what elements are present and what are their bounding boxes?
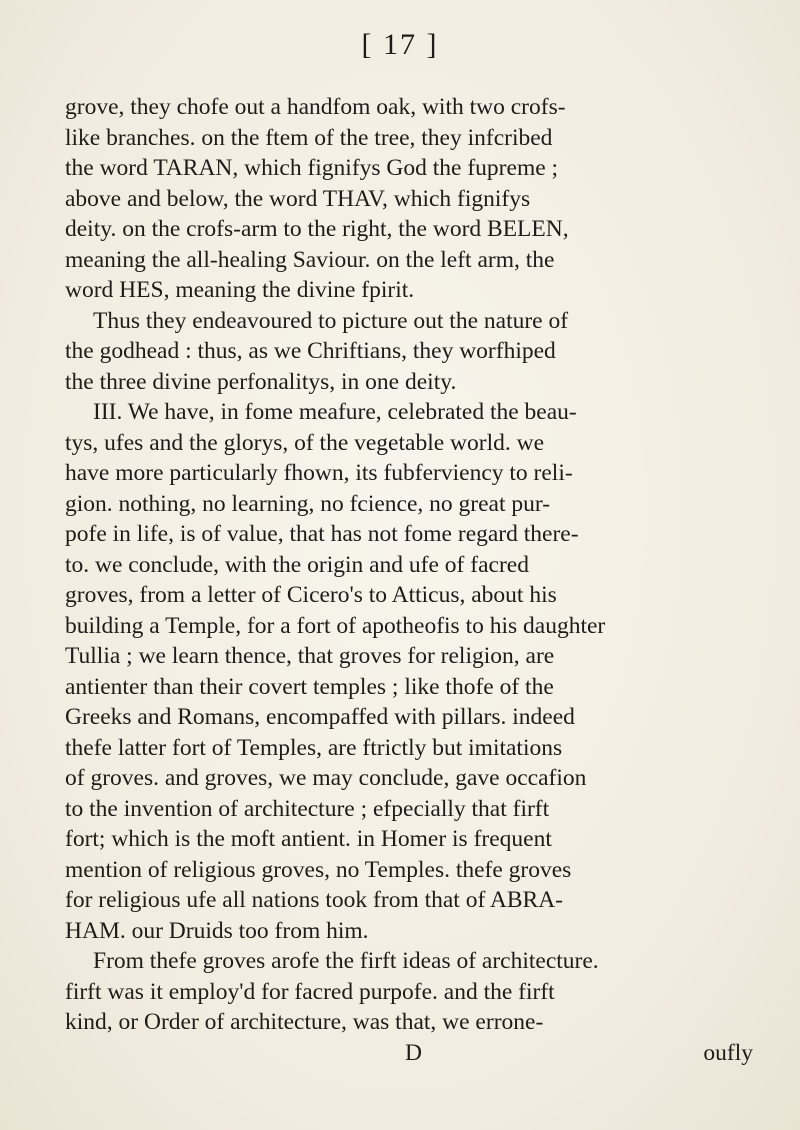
text-line: have more particularly fhown, its fubferviency to reli- [65, 460, 573, 486]
text-line: groves, from a letter of Cicero's to Atticus, about his [65, 582, 557, 608]
text-line: for religious ufe all nations took from that of ABRA- [65, 887, 563, 913]
text-line: word HES, meaning the divine fpirit. [65, 277, 415, 303]
text-line: fort; which is the moft antient. in Homer is frequent [65, 826, 552, 852]
text-line: grove, they chofe out a handfom oak, with two crofs- [65, 94, 566, 120]
text-line: gion. nothing, no learning, no fcience, no great pur- [65, 490, 551, 517]
section-heading-line: III. We have, in fome meafure, celebrated the beau- [93, 399, 577, 425]
text-line: the word TARAN, which fignifys God the fupreme ; [65, 155, 559, 181]
text-line: mention of religious groves, no Temples. thefe groves [65, 856, 572, 883]
text-line: HAM. our Druids too from him. [65, 917, 369, 944]
catchword: oufly [703, 1039, 753, 1066]
paragraph-start-line: Thus they endeavoured to picture out the nature of [93, 307, 569, 334]
text-line: the three divine perfonalitys, in one deity. [65, 368, 457, 395]
page-number: [ 17 ] [361, 28, 439, 61]
text-line: Greeks and Romans, encompaffed with pillars. indeed [65, 704, 575, 730]
text-line: firft was it employ'd for facred purpofe. and the firft [65, 978, 555, 1005]
text-line: tys, ufes and the glorys, of the vegetable world. we [65, 429, 545, 456]
text-line: to the invention of architecture ; efpecially that firft [65, 795, 550, 822]
text-line: to. we conclude, with the origin and ufe of facred [65, 551, 529, 578]
text-line: kind, or Order of architecture, was that, we errone- [65, 1009, 544, 1035]
text-line: pofe in life, is of value, that has not fome regard there- [65, 521, 579, 547]
text-line: thefe latter fort of Temples, are ftrictly but imitations [65, 734, 563, 761]
signature-mark: D [405, 1039, 422, 1066]
footer-line [65, 1038, 765, 1069]
text-line: building a Temple, for a fort of apotheofis to his daughter [65, 612, 606, 639]
text-line: Tullia ; we learn thence, that groves for religion, are [65, 643, 555, 669]
body-text [65, 92, 765, 1068]
paragraph-start-line: From thefe groves arofe the firft ideas of architecture. [93, 948, 599, 974]
text-line: of groves. and groves, we may conclude, gave occafion [65, 765, 587, 791]
text-line: above and below, the word THAV, which fignifys [65, 185, 531, 212]
text-line: the godhead : thus, as we Chriftians, they worfhiped [65, 338, 556, 364]
text-line: meaning the all-healing Saviour. on the left arm, the [65, 246, 555, 273]
text-line: like branches. on the ftem of the tree, they infcribed [65, 124, 553, 151]
text-line: antienter than their covert temples ; like thofe of the [65, 673, 554, 700]
text-line: deity. on the crofs-arm to the right, the word BELEN, [65, 216, 569, 242]
